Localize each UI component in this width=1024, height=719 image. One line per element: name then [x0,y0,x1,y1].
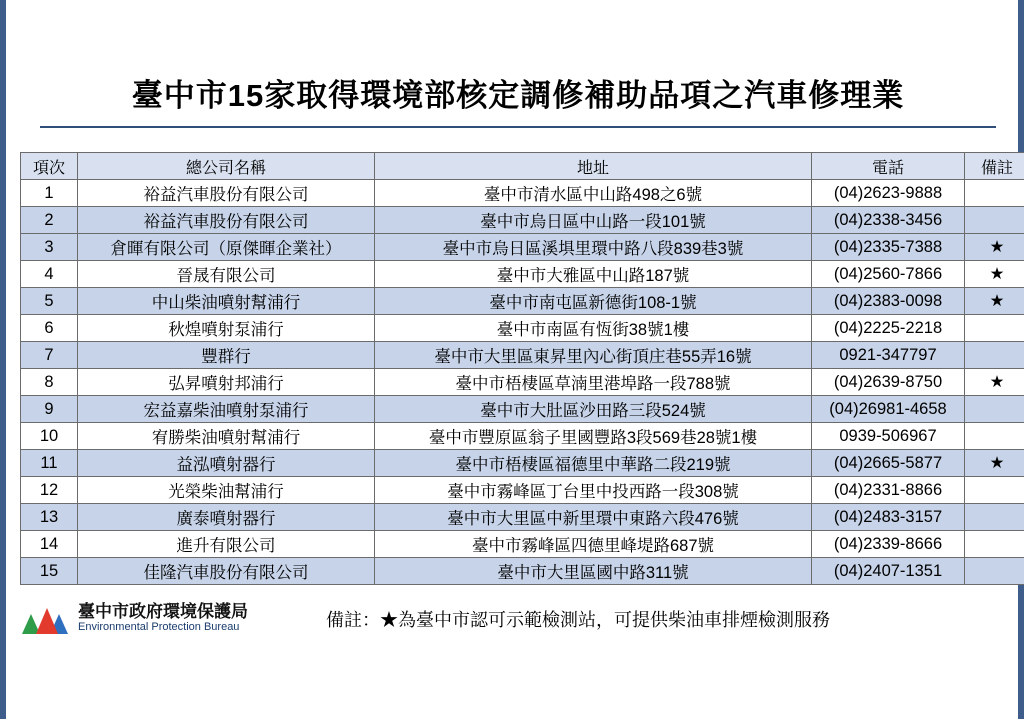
table-row [21,315,1024,342]
cell-no: 14 [21,531,78,558]
cell-no: 5 [21,288,78,315]
cell-no: 9 [21,396,78,423]
cell-addr: 臺中市烏日區溪埧里環中路八段839巷3號 [375,234,812,261]
table-body [21,180,1024,585]
cell-note: ★ [965,288,1024,315]
cell-note: ★ [965,450,1024,477]
cell-note [965,180,1024,207]
cell-tel: 0921-347797 [812,342,965,369]
cell-name: 廣泰噴射器行 [78,504,375,531]
cell-no: 3 [21,234,78,261]
column-header-no: 項次 [21,153,78,180]
footnote: 備註：★為臺中市認可示範檢測站，可提供柴油車排煙檢測服務 [326,610,830,630]
table-row [21,423,1024,450]
cell-name: 光榮柴油幫浦行 [78,477,375,504]
cell-name: 晉晟有限公司 [78,261,375,288]
cell-addr: 臺中市南區有恆街38號1樓 [375,315,812,342]
table-row [21,531,1024,558]
cell-tel: 0939-506967 [812,423,965,450]
cell-tel: (04)2483-3157 [812,504,965,531]
cell-addr: 臺中市烏日區中山路一段101號 [375,207,812,234]
page-title-wrap [6,70,1024,123]
cell-note: ★ [965,234,1024,261]
cell-note [965,396,1024,423]
cell-tel: (04)2339-8666 [812,531,965,558]
cell-name: 益泓噴射器行 [78,450,375,477]
cell-tel: (04)2623-9888 [812,180,965,207]
cell-addr: 臺中市清水區中山路498之6號 [375,180,812,207]
cell-addr: 臺中市大雅區中山路187號 [375,261,812,288]
cell-no: 2 [21,207,78,234]
cell-note: ★ [965,369,1024,396]
cell-note [965,423,1024,450]
repair-shops-table [20,152,1024,585]
table-row [21,504,1024,531]
cell-addr: 臺中市霧峰區四德里峰堤路687號 [375,531,812,558]
cell-tel: (04)2225-2218 [812,315,965,342]
cell-name: 秋煌噴射泵浦行 [78,315,375,342]
cell-addr: 臺中市大里區中新里環中東路六段476號 [375,504,812,531]
cell-addr: 臺中市大肚區沙田路三段524號 [375,396,812,423]
cell-no: 6 [21,315,78,342]
cell-tel: (04)2331-8866 [812,477,965,504]
table-row [21,207,1024,234]
cell-no: 7 [21,342,78,369]
cell-name: 弘昇噴射邦浦行 [78,369,375,396]
table-row [21,477,1024,504]
cell-tel: (04)2639-8750 [812,369,965,396]
cell-name: 佳隆汽車股份有限公司 [78,558,375,585]
column-header-note: 備註 [965,153,1024,180]
table-row [21,234,1024,261]
cell-no: 13 [21,504,78,531]
agency-name-en: Environmental Protection Bureau [78,621,240,634]
footer [6,598,1024,654]
cell-no: 12 [21,477,78,504]
cell-no: 11 [21,450,78,477]
column-header-name: 總公司名稱 [78,153,375,180]
cell-name: 宥勝柴油噴射幫浦行 [78,423,375,450]
cell-tel: (04)2335-7388 [812,234,965,261]
cell-tel: (04)2338-3456 [812,207,965,234]
table-header-row [21,153,1024,180]
table-row [21,450,1024,477]
cell-note [965,315,1024,342]
cell-tel: (04)2383-0098 [812,288,965,315]
table-row [21,180,1024,207]
cell-addr: 臺中市大里區國中路311號 [375,558,812,585]
column-header-addr: 地址 [375,153,812,180]
cell-no: 10 [21,423,78,450]
column-header-tel: 電話 [812,153,965,180]
cell-addr: 臺中市豐原區翁子里國豐路3段569巷28號1樓 [375,423,812,450]
table-row [21,261,1024,288]
cell-no: 8 [21,369,78,396]
cell-no: 1 [21,180,78,207]
table-row [21,396,1024,423]
epb-logo-icon [20,598,72,638]
agency-logo-block [20,598,248,638]
cell-name: 宏益嘉柴油噴射泵浦行 [78,396,375,423]
cell-addr: 臺中市梧棲區福德里中華路二段219號 [375,450,812,477]
cell-name: 裕益汽車股份有限公司 [78,180,375,207]
cell-name: 倉暉有限公司（原傑暉企業社） [78,234,375,261]
cell-note [965,477,1024,504]
cell-addr: 臺中市南屯區新德街108-1號 [375,288,812,315]
agency-name-zh: 臺中市政府環境保護局 [78,601,248,621]
cell-addr: 臺中市霧峰區丁台里中投西路一段308號 [375,477,812,504]
cell-note [965,531,1024,558]
table-row [21,558,1024,585]
cell-tel: (04)2665-5877 [812,450,965,477]
cell-note [965,504,1024,531]
cell-note [965,342,1024,369]
cell-note: ★ [965,261,1024,288]
cell-tel: (04)26981-4658 [812,396,965,423]
cell-name: 進升有限公司 [78,531,375,558]
cell-tel: (04)2407-1351 [812,558,965,585]
cell-name: 裕益汽車股份有限公司 [78,207,375,234]
cell-name: 中山柴油噴射幫浦行 [78,288,375,315]
cell-no: 15 [21,558,78,585]
cell-no: 4 [21,261,78,288]
table-row [21,369,1024,396]
cell-note [965,558,1024,585]
title-divider [40,126,996,128]
cell-note [965,207,1024,234]
table-row [21,342,1024,369]
table-row [21,288,1024,315]
cell-addr: 臺中市大里區東昇里內心街頂庄巷55弄16號 [375,342,812,369]
cell-addr: 臺中市梧棲區草湳里港埠路一段788號 [375,369,812,396]
page-title: 臺中市15家取得環境部核定調修補助品項之汽車修理業 [131,78,905,113]
cell-name: 豐群行 [78,342,375,369]
cell-tel: (04)2560-7866 [812,261,965,288]
